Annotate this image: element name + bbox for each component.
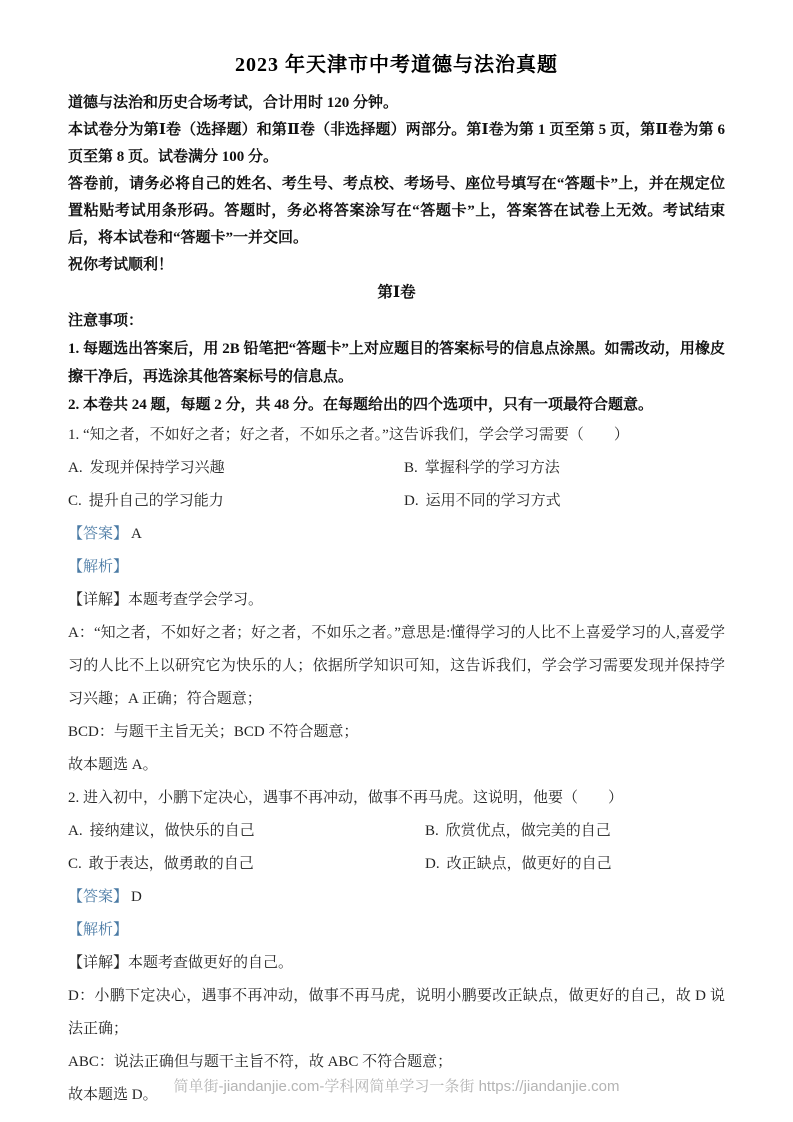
answer-value: D — [131, 889, 142, 905]
option-a — [68, 815, 425, 848]
question-1-options — [68, 452, 725, 518]
instruction-line: 道德与法治和历史合场考试，合计用时 120 分钟。 — [68, 95, 399, 111]
option-label: B. — [425, 823, 439, 839]
option-text: 欣赏优点，做完美的自己 — [445, 823, 611, 839]
option-d — [425, 848, 725, 881]
questions-area — [68, 419, 725, 1112]
question-1-explanation: A：“知之者，不如好之者；好之者，不如乐之者。”意思是:懂得学习的人比不上喜爱学习的人,喜爱学习的人比不上以研究它为快乐的人；依据所学知识可知，这告诉我们，学会学习需要发现并保持学习兴趣；A 正确；符合题意； — [68, 625, 725, 707]
exam-instructions — [68, 90, 725, 279]
instruction-line: 本试卷分为第Ⅰ卷（选择题）和第Ⅱ卷（非选择题）两部分。第Ⅰ卷为第 1 页至第 5 页，第Ⅱ卷为第 6 页至第 8 页。试卷满分 100 分。 — [68, 122, 725, 165]
option-text: 发现并保持学习兴趣 — [89, 460, 225, 476]
question-1-explanation: BCD：与题干主旨无关；BCD 不符合题意； — [68, 724, 359, 740]
instruction-line: 祝你考试顺利！ — [68, 257, 174, 273]
question-2-stem: 2. 进入初中，小鹏下定决心，遇事不再冲动，做事不再马虎。这说明，他要（ ） — [68, 790, 624, 806]
watermark-footer: 简单街-jiandanjie.com-学科网简单学习一条街 https://jiandanjie.com — [173, 1078, 620, 1095]
question-1-analysis-line — [68, 551, 725, 584]
question-2-options — [68, 815, 725, 881]
option-a — [68, 452, 404, 485]
option-c — [68, 848, 425, 881]
option-text: 掌握科学的学习方法 — [424, 460, 560, 476]
option-label: A. — [68, 823, 83, 839]
question-2-analysis-line — [68, 914, 725, 947]
detail-marker: 【详解】 — [68, 955, 129, 971]
option-label: D. — [425, 856, 440, 872]
question-2-explanation: D：小鹏下定决心，遇事不再冲动，做事不再马虎，说明小鹏要改正缺点，做更好的自己，故 D 说法正确； — [68, 988, 725, 1037]
answer-value: A — [131, 526, 142, 542]
option-d — [404, 485, 725, 518]
notice-heading: 注意事项： — [68, 313, 144, 329]
option-b — [425, 815, 725, 848]
answer-marker: 【答案】 — [68, 889, 129, 905]
option-label: B. — [404, 460, 418, 476]
option-label: D. — [404, 493, 419, 509]
answer-marker: 【答案】 — [68, 526, 129, 542]
instruction-line: 答卷前，请务必将自己的姓名、考生号、考点校、考场号、座位号填写在“答题卡”上，并在规定位置粘贴考试用条形码。答题时，务必将答案涂写在“答题卡”上，答案答在试卷上无效。考试结束后，将本试卷和“答题卡”一并交回。 — [68, 176, 725, 246]
analysis-marker: 【解析】 — [68, 559, 129, 575]
option-c — [68, 485, 404, 518]
option-text: 敢于表达，做勇敢的自己 — [88, 856, 254, 872]
question-2-answer-line — [68, 881, 725, 914]
page-title: 2023 年天津市中考道德与法治真题 — [235, 54, 558, 76]
section-heading-volume-1: 第Ⅰ卷 — [377, 284, 416, 301]
option-text: 接纳建议，做快乐的自己 — [89, 823, 255, 839]
option-text: 提升自己的学习能力 — [88, 493, 224, 509]
notice-item: 1. 每题选出答案后，用 2B 铅笔把“答题卡”上对应题目的答案标号的信息点涂黑。如需改动，用橡皮擦干净后，再选涂其他答案标号的信息点。 — [68, 341, 725, 385]
detail-marker: 【详解】 — [68, 592, 129, 608]
question-2-explanation: ABC：说法正确但与题干主旨不符，故 ABC 不符合题意； — [68, 1054, 453, 1070]
option-label: C. — [68, 856, 82, 872]
option-label: A. — [68, 460, 83, 476]
question-2-detail-lead — [68, 947, 725, 980]
detail-lead-text: 本题考查学会学习。 — [128, 592, 264, 608]
detail-lead-text: 本题考查做更好的自己。 — [128, 955, 294, 971]
analysis-marker: 【解析】 — [68, 922, 129, 938]
question-1-answer-line — [68, 518, 725, 551]
question-2-conclusion: 故本题选 D。 — [68, 1087, 158, 1103]
notice-item: 2. 本卷共 24 题，每题 2 分，共 48 分。在每题给出的四个选项中，只有一项最符合题意。 — [68, 397, 654, 413]
question-1-conclusion: 故本题选 A。 — [68, 757, 158, 773]
option-text: 运用不同的学习方式 — [425, 493, 561, 509]
option-b — [404, 452, 725, 485]
question-1-stem: 1. “知之者，不如好之者；好之者，不如乐之者。”这告诉我们，学会学习需要（ ） — [68, 427, 629, 443]
option-label: C. — [68, 493, 82, 509]
question-1-detail-lead — [68, 584, 725, 617]
option-text: 改正缺点，做更好的自己 — [446, 856, 612, 872]
